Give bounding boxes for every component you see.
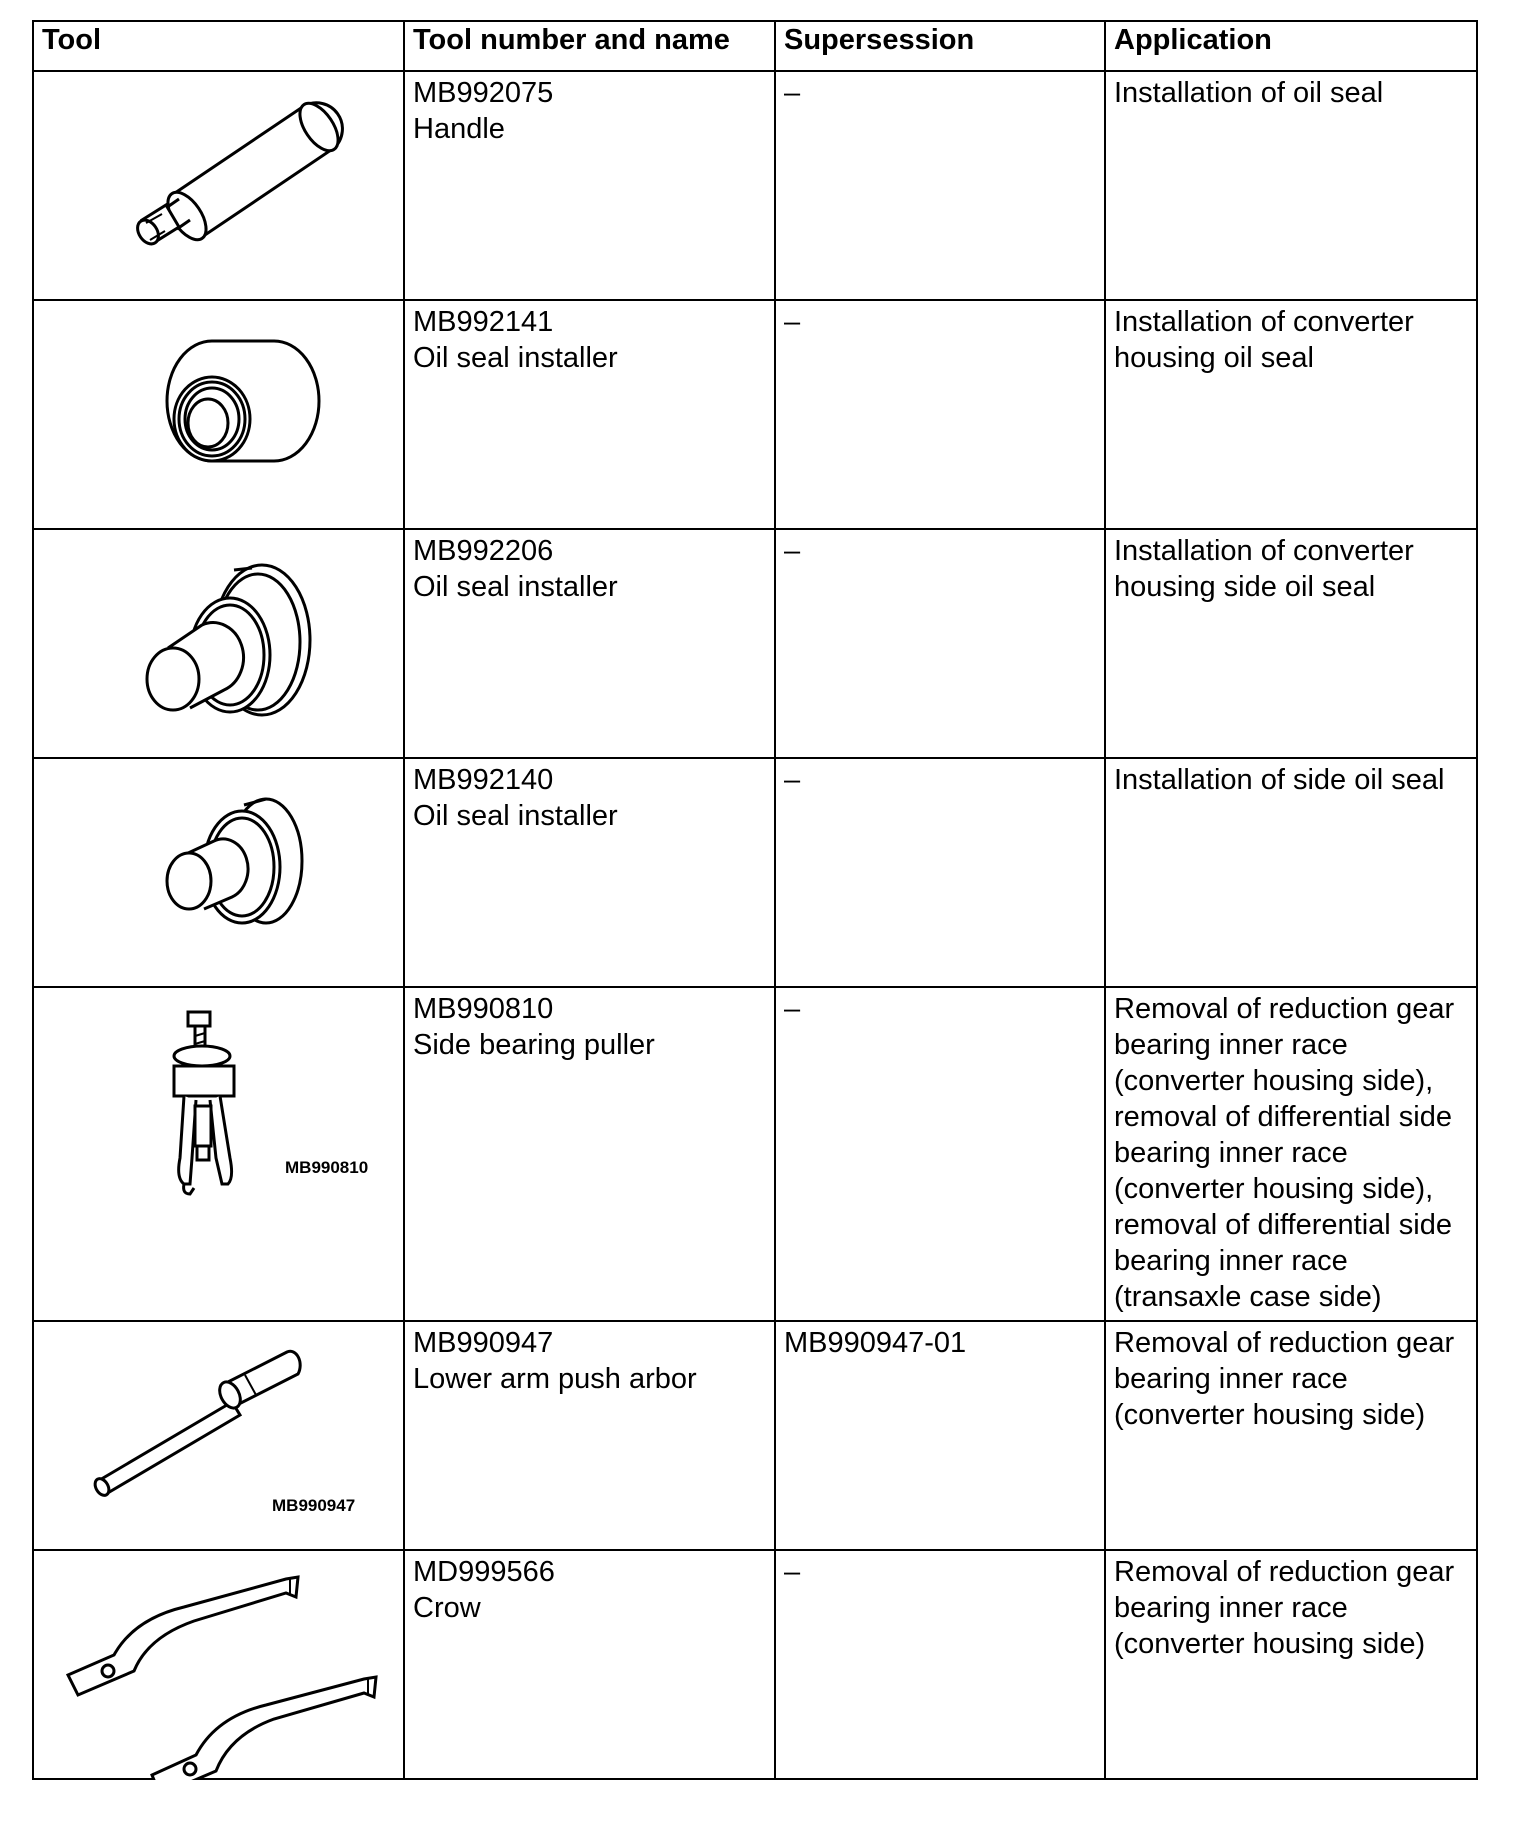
supersession-cell (775, 529, 1105, 758)
application-line: bearing inner race (1114, 1245, 1348, 1277)
application-line: housing oil seal (1114, 342, 1314, 374)
supersession-cell (775, 1550, 1105, 1779)
supersession: MB990947-01 (784, 1327, 967, 1359)
supersession-cell (775, 300, 1105, 529)
tool-number-name-cell (404, 987, 775, 1321)
tool-name: Side bearing puller (413, 1029, 655, 1061)
tool-name: Oil seal installer (413, 571, 618, 603)
oil-seal-installer-icon (34, 301, 405, 530)
tool-image-cell (33, 987, 404, 1321)
tool-name: Oil seal installer (413, 800, 618, 832)
application-line: (converter housing side), (1114, 1173, 1434, 1205)
application-line: Removal of reduction gear (1114, 1327, 1455, 1359)
header-supersession: Supersession (775, 21, 1105, 71)
application-line: Removal of reduction gear (1114, 993, 1455, 1025)
application-line: removal of differential side (1114, 1209, 1452, 1241)
table-row (33, 1321, 1477, 1550)
tool-number: MB990810 (413, 993, 554, 1025)
application-cell (1105, 758, 1477, 987)
supersession: – (784, 993, 801, 1025)
application-line: removal of differential side (1114, 1101, 1452, 1133)
tool-number-name-cell (404, 529, 775, 758)
supersession: – (784, 1556, 801, 1588)
application-line: (transaxle case side) (1114, 1281, 1382, 1313)
tool-number-name-cell (404, 300, 775, 529)
tool-name: Oil seal installer (413, 342, 618, 374)
tool-number-name-cell (404, 758, 775, 987)
supersession-cell (775, 71, 1105, 300)
table-row (33, 300, 1477, 529)
application-line: bearing inner race (1114, 1029, 1348, 1061)
tool-number: MB992075 (413, 77, 554, 109)
application-line: bearing inner race (1114, 1137, 1348, 1169)
tool-image-cell (33, 1321, 404, 1550)
application-cell (1105, 1550, 1477, 1779)
application-line: bearing inner race (1114, 1363, 1348, 1395)
application-line: Installation of converter (1114, 535, 1414, 567)
tool-number: MB992206 (413, 535, 554, 567)
tool-number-name-cell (404, 1321, 775, 1550)
application-line: housing side oil seal (1114, 571, 1376, 603)
supersession-cell (775, 987, 1105, 1321)
tool-image-cell (33, 300, 404, 529)
figure-label: MB990810 (285, 1158, 369, 1177)
tool-image-cell (33, 529, 404, 758)
application-cell (1105, 1321, 1477, 1550)
application-line: (converter housing side) (1114, 1399, 1426, 1431)
header-row (33, 21, 1477, 71)
supersession-cell (775, 1321, 1105, 1550)
header-tool: Tool (33, 21, 404, 71)
tool-image-cell (33, 1550, 404, 1779)
table-row (33, 529, 1477, 758)
header-application: Application (1105, 21, 1477, 71)
push-arbor-icon (34, 1322, 405, 1551)
application-cell (1105, 987, 1477, 1321)
supersession-cell (775, 758, 1105, 987)
side-oil-seal-installer-icon (34, 759, 405, 988)
application-cell (1105, 71, 1477, 300)
tool-number-name-cell (404, 1550, 775, 1779)
application-line: (converter housing side) (1114, 1628, 1426, 1660)
tool-name: Lower arm push arbor (413, 1363, 697, 1395)
special-tools-table (32, 20, 1478, 1780)
tool-number: MB990947 (413, 1327, 554, 1359)
table-row (33, 71, 1477, 300)
supersession: – (784, 77, 801, 109)
tool-number: MB992141 (413, 306, 554, 338)
application-cell (1105, 529, 1477, 758)
figure-label: MB990947 (272, 1496, 356, 1515)
tool-image-cell (33, 71, 404, 300)
stepped-oil-seal-installer-icon (34, 530, 405, 759)
tool-number: MD999566 (413, 1556, 555, 1588)
application-line: (converter housing side), (1114, 1065, 1434, 1097)
tool-number: MB992140 (413, 764, 554, 796)
application-cell (1105, 300, 1477, 529)
header-tool-number-name: Tool number and name (404, 21, 775, 71)
supersession: – (784, 764, 801, 796)
tool-name: Handle (413, 113, 505, 145)
supersession: – (784, 535, 801, 567)
supersession: – (784, 306, 801, 338)
table-row (33, 758, 1477, 987)
application-line: Removal of reduction gear (1114, 1556, 1455, 1588)
handle-tool-icon (34, 72, 405, 301)
tool-image-cell (33, 758, 404, 987)
table-row (33, 1550, 1477, 1779)
application-line: Installation of converter (1114, 306, 1414, 338)
tool-number-name-cell (404, 71, 775, 300)
application-line: bearing inner race (1114, 1592, 1348, 1624)
tool-name: Crow (413, 1592, 481, 1624)
crow-bars-icon (34, 1551, 405, 1780)
application-line: Installation of oil seal (1114, 77, 1384, 109)
bearing-puller-icon (34, 988, 405, 1322)
application-line: Installation of side oil seal (1114, 764, 1445, 796)
table-row (33, 987, 1477, 1321)
